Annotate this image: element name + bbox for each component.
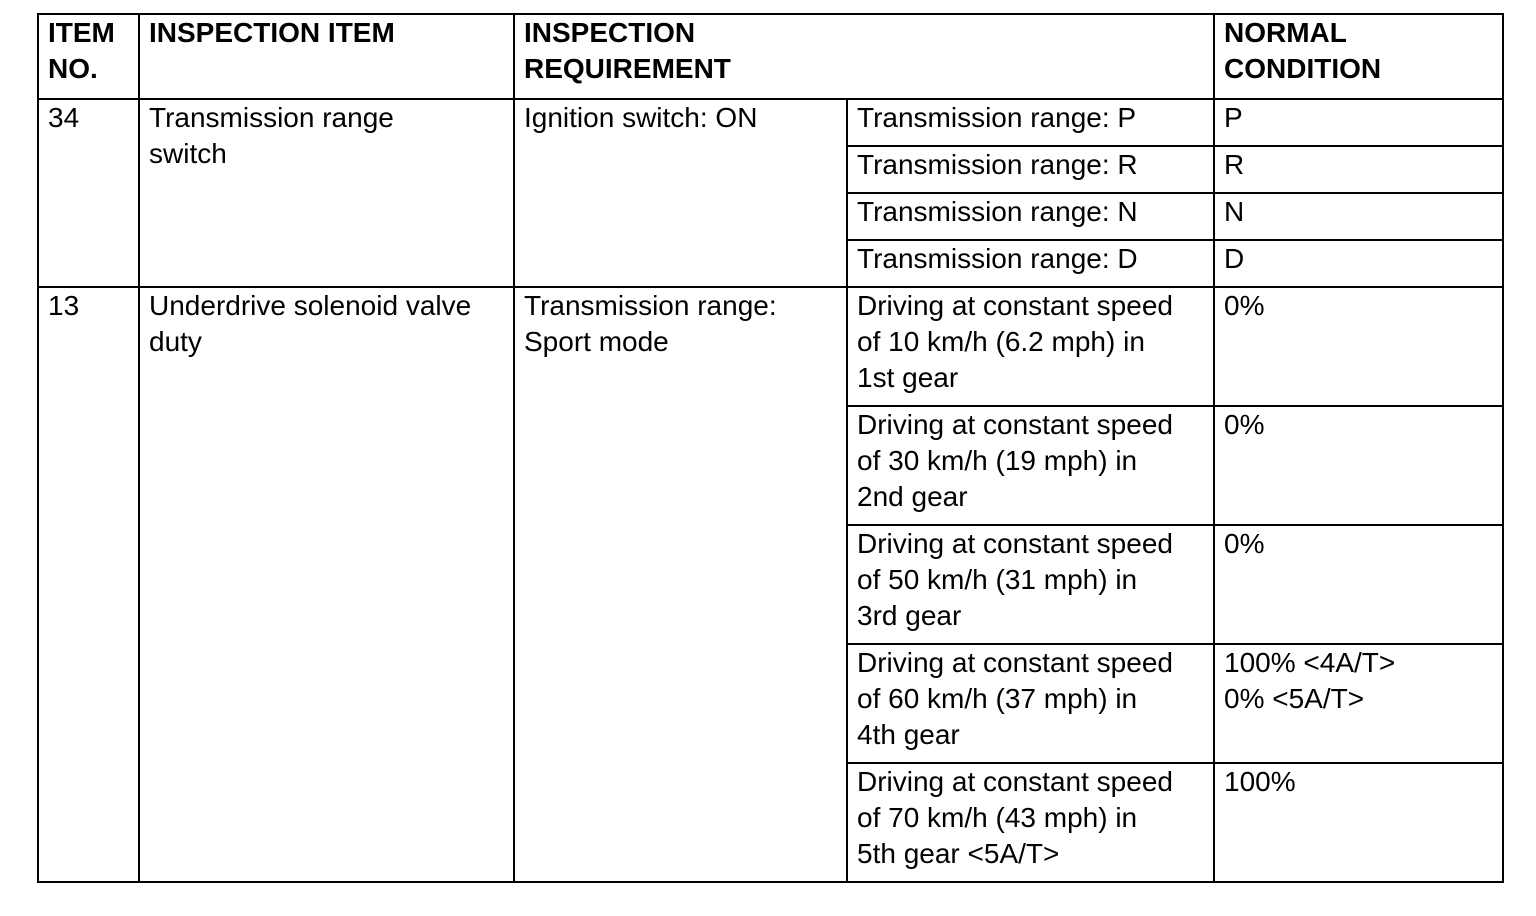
condition-cell: Driving at constant speed of 70 km/h (43 mph) in 5th gear <5A/T> [847,763,1214,882]
inspection-item-cell: Underdrive solenoid valve duty [139,287,514,882]
inspection-item-cell: Transmission range switch [139,99,514,287]
header-inspection-item: INSPECTION ITEM [139,14,514,99]
item-no-cell: 13 [38,287,139,882]
table-row [38,287,1503,406]
normal-condition-cell: R [1214,146,1503,193]
header-inspection-requirement: INSPECTION REQUIREMENT [514,14,1214,99]
normal-condition-cell: P [1214,99,1503,146]
condition-cell: Driving at constant speed of 60 km/h (37 mph) in 4th gear [847,644,1214,763]
requirement-cell: Transmission range: Sport mode [514,287,847,882]
table-row [38,99,1503,146]
condition-cell: Driving at constant speed of 10 km/h (6.2 mph) in 1st gear [847,287,1214,406]
normal-condition-cell: 100% [1214,763,1503,882]
condition-cell: Driving at constant speed of 50 km/h (31 mph) in 3rd gear [847,525,1214,644]
header-normal-condition: NORMAL CONDITION [1214,14,1503,99]
normal-condition-cell: 0% [1214,287,1503,406]
item-no-cell: 34 [38,99,139,287]
normal-condition-cell: 0% [1214,406,1503,525]
condition-cell: Driving at constant speed of 30 km/h (19 mph) in 2nd gear [847,406,1214,525]
condition-cell: Transmission range: N [847,193,1214,240]
normal-condition-cell: 100% <4A/T> 0% <5A/T> [1214,644,1503,763]
header-item-no: ITEM NO. [38,14,139,99]
header-row [38,14,1503,99]
normal-condition-cell: D [1214,240,1503,287]
requirement-cell: Ignition switch: ON [514,99,847,287]
condition-cell: Transmission range: D [847,240,1214,287]
normal-condition-cell: 0% [1214,525,1503,644]
inspection-table [37,13,1504,883]
condition-cell: Transmission range: R [847,146,1214,193]
condition-cell: Transmission range: P [847,99,1214,146]
normal-condition-cell: N [1214,193,1503,240]
